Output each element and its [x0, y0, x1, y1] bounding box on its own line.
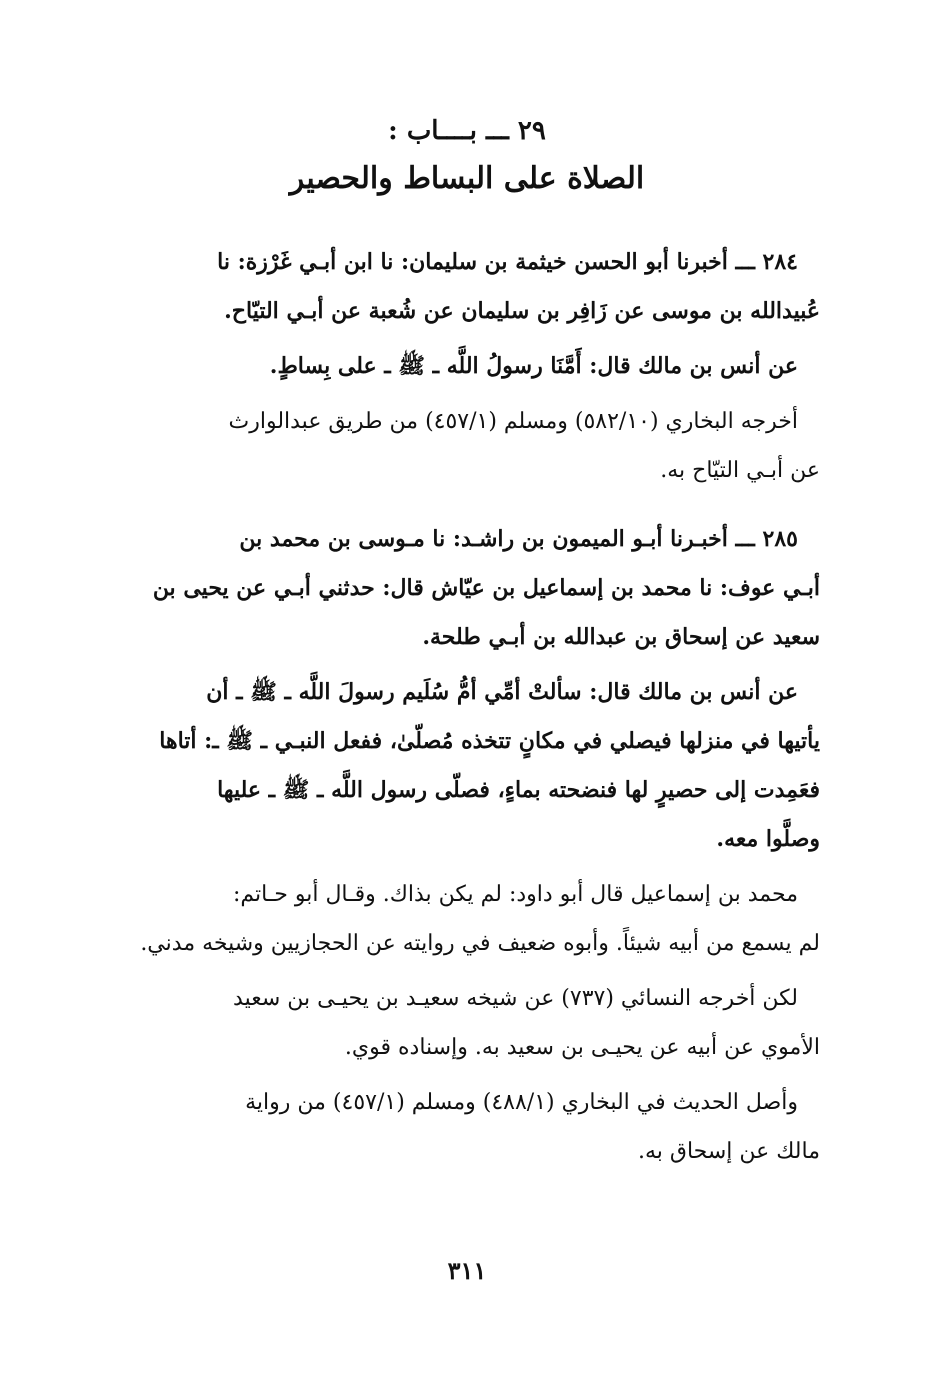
page-body — [130, 238, 820, 1176]
hadith-285-isnad-line-3: سعيد عن إسحاق بن عبدالله بن أبـي طلحة. — [422, 624, 820, 650]
hadith-285-comment-line-4: الأموي عن أبيه عن يحيـى بن سعيد به. وإسناده قوي. — [344, 1035, 820, 1060]
hadith-285-isnad-line-1: ٢٨٥ ـــ أخبـرنا أبـو الميمون بن راشـد: نا مـوسى بن محمد بن — [239, 526, 798, 552]
chapter-header — [0, 108, 934, 204]
hadith-284-isnad-line-2: عُبيدالله بن موسى عن زَافِر بن سليمان عن شُعبة عن أبـي التيّاح. — [224, 298, 820, 324]
hadith-284-matn: عن أنس بن مالك قال: أَمَّنَا رسولُ اللَّه ـ ﷺ ـ على بِساطٍ. — [269, 353, 798, 379]
hadith-285-comment-line-5: وأصل الحديث في البخاري (٤٨٨/١) ومسلم (٤٥٧/١) من رواية — [245, 1090, 798, 1115]
hadith-284-takhrij-line-1: أخرجه البخاري (٥٨٢/١٠) ومسلم (٤٥٧/١) من طريق عبدالوارث — [228, 409, 798, 434]
hadith-285-comment-line-3: لكن أخرجه النسائي (٧٣٧) عن شيخه سعيـد بن يحيـى بن سعيد — [233, 986, 798, 1011]
hadith-285-matn-line-4: وصلَّوا معه. — [716, 826, 820, 852]
hadith-285-matn-line-2: يأتيها في منزلها فيصلي في مكانٍ تتخذه مُصلّىٰ، ففعل النبـي ـ ﷺ ـ: أتاها — [159, 728, 820, 754]
hadith-284-takhrij-line-2: عن أبـي التيّاح به. — [660, 458, 820, 483]
hadith-285-comment-line-6: مالك عن إسحاق به. — [637, 1139, 820, 1164]
hadith-285-isnad-line-2: أبـي عوف: نا محمد بن إسماعيل بن عيّاش قال: حدثني أبـي عن يحيى بن — [152, 575, 820, 601]
page-number: ٣١١ — [447, 1256, 487, 1285]
hadith-285-matn-line-1: عن أنس بن مالك قال: سألتْ أمِّي أمُّ سُلَيم رسولَ اللَّه ـ ﷺ ـ أن — [206, 679, 798, 705]
chapter-number: ٢٩ ـــ بــــاب : — [388, 116, 546, 146]
hadith-284-isnad-line-1: ٢٨٤ ـــ أخبرنا أبو الحسن خيثمة بن سليمان: نا ابن أبـي غَرْزة: نا — [217, 249, 798, 275]
hadith-284 — [130, 238, 820, 495]
hadith-285-matn-line-3: فعَمِدت إلى حصيرٍ لها فنضحته بماءٍ، فصلّى رسول اللَّه ـ ﷺ ـ عليها — [217, 777, 820, 803]
hadith-285 — [130, 515, 820, 1176]
hadith-285-comment-line-2: لم يسمع من أبيه شيئاً. وأبوه ضعيف في روايته عن الحجازيين وشيخه مدني. — [140, 931, 820, 956]
hadith-285-comment-line-1: محمد بن إسماعيل قال أبو داود: لم يكن بذاك. وقـال أبو حـاتم: — [232, 882, 798, 907]
chapter-title: الصلاة على البساط والحصير — [289, 161, 645, 196]
